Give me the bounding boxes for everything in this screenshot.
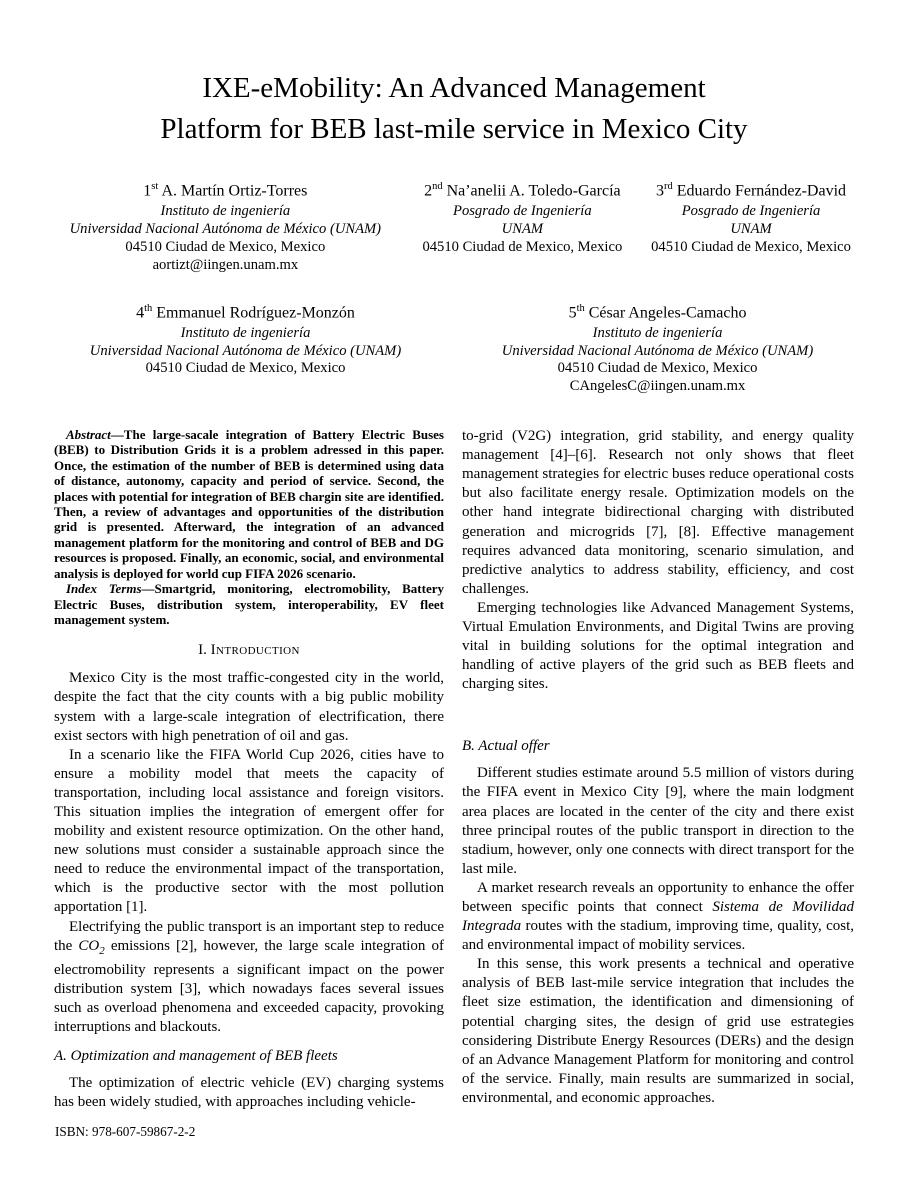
subsection-a-paragraph-1: The optimization of electric vehicle (EV) charging systems has been widely studied, with approaches including vehicle- (54, 1075, 444, 1111)
author-city: 04510 Ciudad de Mexico, Mexico (651, 238, 851, 255)
author-university: Universidad Nacional Autónoma de México (UNAM) (501, 342, 814, 359)
author-city: 04510 Ciudad de Mexico, Mexico (557, 360, 758, 377)
author-block-4 (54, 299, 437, 379)
subsection-b-paragraph-1: Different studies estimate around 5.5 million of vistors during the FIFA event in Mexico City [9], where the main lodgment area places are located in the center of the city and there exist three principal routes of the public transport in direction to the stadium, however, only one connects with direct transport for the last mile. (462, 765, 854, 877)
column2-paragraph-2: Emerging technologies like Advanced Management Systems, Virtual Emulation Environments, and Digital Twins are proving vital in building solutions for the optimal integration and handling of active players of the grid such as BEB fleets and charging sites. (462, 599, 854, 693)
author-block-5 (461, 299, 854, 397)
index-terms-lead: Index Terms (66, 581, 142, 597)
footer-isbn: ISBN: 978-607-59867-2-2 (55, 1124, 196, 1139)
author-name: 5th César Angeles-Camacho (568, 302, 747, 321)
author-department: Instituto de ingeniería (592, 324, 723, 341)
subsection-b-paragraph-3: In this sense, this work presents a technical and operative analysis of BEB last-mile service integration that includes the fleet size estimation, the identification and dimensioning of potential charging sites, the design of grid use estrategies considering Distribute Energy Resources (DERs) and the design of an Advance Management Platform for monitoring and control of the service. Finally, main results are summarized in social, environmental, and economic approaches. (462, 956, 854, 1106)
authors-row-2 (54, 299, 854, 397)
abstract (54, 427, 444, 581)
author-city: 04510 Ciudad de Mexico, Mexico (422, 238, 623, 255)
author-block-3 (648, 177, 854, 257)
author-university: UNAM (501, 221, 544, 238)
authors-row-1 (54, 177, 854, 275)
column2-paragraph-1: to-grid (V2G) integration, grid stability, and energy quality management [4]–[6]. Research not only shows that fleet management strategies for electric buses reduce operational costs but also facilitate energy resale. Optimization models on the other hand integrate bidirectional charging with distributed generation and microgrids [7], [8]. Effective management requires advanced data monitoring, scenario simulation, and predictive analytics to address stability, efficiency, and cost challenges. (462, 428, 854, 597)
intro-paragraph-1: Mexico City is the most traffic-congested city in the world, despite the fact that the city counts with a big public mobility system with a large-scale integration of electrification, there exist sectors with high penetration of oil and gas. (54, 670, 444, 744)
author-university: Universidad Nacional Autónoma de México (UNAM) (69, 221, 382, 238)
author-block-1 (54, 177, 397, 275)
subsection-b-paragraph-2: A market research reveals an opportunity to enhance the offer between specific points that connect Sistema de Movilidad Integrada routes with the stadium, improving time, quality, cost, and environmental impact of mobility services. (462, 879, 854, 954)
sistema-movilidad-italic: Sistema de Movilidad Integrada (462, 899, 854, 935)
abstract-lead: Abstract (66, 427, 111, 443)
subsection-heading-b: B. Actual offer (462, 738, 550, 755)
subsection-heading-a: A. Optimization and management of BEB fleets (54, 1048, 338, 1065)
author-university: UNAM (730, 221, 772, 238)
author-name: 4th Emmanuel Rodríguez-Monzón (136, 302, 355, 321)
author-email: CAngelesC@iingen.unam.mx (569, 378, 746, 395)
co2-formula: $CO_2$ (78, 937, 105, 957)
index-terms (54, 581, 444, 627)
right-column (462, 427, 854, 1112)
author-name: 1st A. Martín Ortiz-Torres (143, 181, 308, 200)
paper-title-line2: Platform for BEB last-mile service in Mexico City (160, 113, 748, 145)
abstract-body: —The large-sacale integration of Battery Electric Buses (BEB) to Distribution Grids it is a problem adressed in this paper. Once, the estimation of the number of BEB is determined using data of distance, autonomy, capacity and period of service. Second, the places with potential for integration of BEB chargin site are identified. Then, a review of advantages and opportunities of the distribution grid is presented. Afterward, the integration of an advanced management platform for the monitoring and control of BEB and DG resources is proposed. Finally, an economic, social, and environmental analysis is deployed for world cup FIFA 2026 scenario. (54, 427, 444, 581)
author-department: Instituto de ingeniería (180, 324, 311, 341)
index-terms-body: —Smartgrid, monitoring, electromobility, Battery Electric Buses, distribution system, interoperability, EV fleet management system. (54, 581, 444, 627)
paper-body (54, 427, 854, 1112)
author-university: Universidad Nacional Autónoma de México (UNAM) (89, 342, 402, 359)
intro-paragraph-2: In a scenario like the FIFA World Cup 2026, cities have to ensure a mobility model that meets the capacity of transportation, including local assistance and foreign visitors. This situation implies the integration of emergent offer for mobility and existent resource optimization. On the other hand, new solutions must consider a sustainable approach since the need to reduce the environmental impact of the transportation, which is the productive sector with the most pollution apportation [1]. (54, 746, 444, 916)
paper-title (54, 68, 854, 150)
section-heading-introduction: I. Introduction (198, 642, 300, 659)
author-block-2 (411, 177, 634, 257)
author-email: aortizt@iingen.unam.mx (152, 256, 299, 273)
author-department: Posgrado de Ingeniería (681, 203, 821, 220)
intro-paragraph-3: Electrifying the public transport is an important step to reduce the $CO_2$ emissions [2], however, the large scale integration of electromobility represents a significant impact on the power distribution system [3], which nowadays faces several issues such as overload phenomena and exceeded capacity, provoking interruptions and blackouts. (54, 918, 444, 1035)
author-department: Posgrado de Ingeniería (453, 203, 592, 220)
author-city: 04510 Ciudad de Mexico, Mexico (145, 360, 346, 377)
author-city: 04510 Ciudad de Mexico, Mexico (125, 238, 326, 255)
author-name: 2nd Na’anelii A. Toledo-García (424, 181, 621, 200)
author-name: 3rd Eduardo Fernández-David (656, 181, 847, 200)
author-department: Instituto de ingeniería (160, 203, 291, 220)
left-column (54, 427, 444, 1112)
paper-title-line1: IXE-eMobility: An Advanced Management (202, 72, 706, 104)
